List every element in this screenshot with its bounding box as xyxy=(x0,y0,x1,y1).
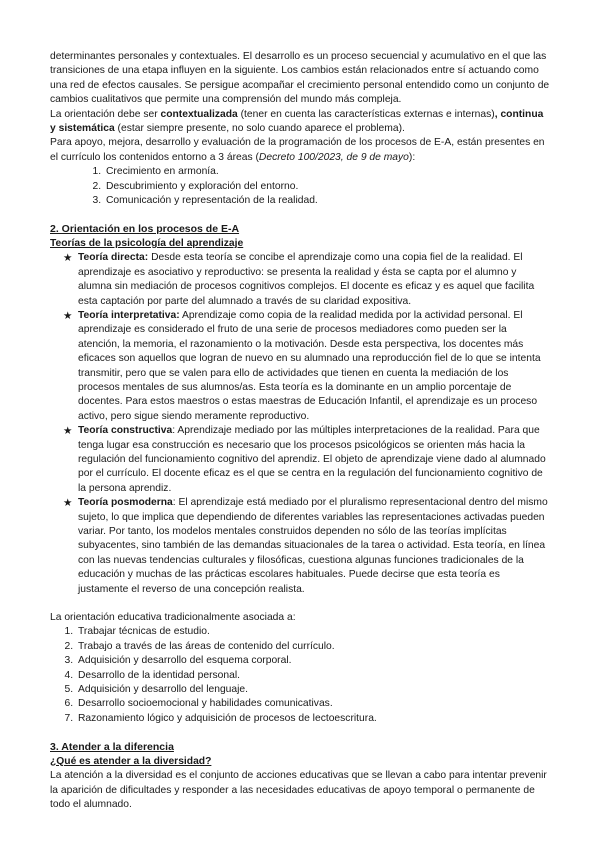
theory-description: Aprendizaje como copia de la realidad medida por la actividad personal. El aprendizaje es considerado el fruto de una serie de procesos mediadores como pueden ser la atención, la memoria, el razonamiento o la motivación. Desde esta perspectiva, los docentes más eficaces son aquellos que logran de nuevo en su alumnado una reproducción fiel de lo que se intenta transmitir, pero que se valen para ello de actividades que tienen en cuenta la mediación de los procesos mentales de sus alumnos/as. Esta teoría es la dominante en un amplio porcentaje de docentes. Para estos maestros o estas maestras de Educación Infantil, el aprendizaje es un proceso activo, pero sigue siendo meramente reproductivo. xyxy=(78,309,541,422)
section-2-subheading: Teorías de la psicología del aprendizaje xyxy=(50,237,244,249)
star-icon: ★ xyxy=(63,425,73,438)
section-2-heading: 2. Orientación en los procesos de E-A xyxy=(50,223,240,236)
document-body xyxy=(50,50,550,812)
orientation-term-continua: , continua y sistemática xyxy=(50,108,544,135)
theory-description: : El aprendizaje está mediado por el pluralismo representacional dentro del mismo sujeto, lo que implica que dependiendo de diferentes variables las representaciones activadas pueden variar. Por tanto, los modelos mentales construidos dependen no sólo de las teorías implícitas subyacentes, sino también de las demandas situacionales de la tarea o actividad. Esta teoría, en línea con las nuevas tendencias culturales y filosóficas, cuestiona algunas funciones tradicionales de la educación y muchas de las prácticas escolares habituales. Puede decirse que esta teoría es justamente el reverso de una concepción realista. xyxy=(78,497,548,595)
theory-title: Teoría constructiva xyxy=(78,425,173,437)
theory-item-interpretativa xyxy=(50,309,550,424)
orientation-text-e: (estar siempre presente, no solo cuando aparece el problema). xyxy=(114,123,405,135)
theory-description: Desde esta teoría se concibe el aprendizaje como una copia fiel de la realidad. El aprendizaje es asociativo y reproductivo: se presenta la realidad y ésta se capta por el alumno y alumna sin mediación de procesos cognitivos complejos. El docente es eficaz y es aquel que facilita esta captación por parte del alumnado a través de su claridad expositiva. xyxy=(78,252,535,307)
areas-list xyxy=(50,165,550,208)
theory-description: : Aprendizaje mediado por las múltiples interpretaciones de la realidad. Para que tenga lugar esa construcción es necesario que los procesos psicológicos se orienten más hacia la regulación del funcionamiento cognitivo del aprendiz. El objeto de aprendizaje viene dado al alumnado por el currículo. El docente eficaz es el que se centra en la regulación del funcionamiento cognitivo de la persona aprendiz. xyxy=(78,425,546,494)
orientation-list-item: 7. Razonamiento lógico y adquisición de procesos de lectoescritura. xyxy=(76,712,550,726)
theory-item-posmoderna xyxy=(50,496,550,597)
theory-title: Teoría interpretativa: xyxy=(78,309,180,321)
intro-paragraph-areas xyxy=(50,136,550,165)
star-icon: ★ xyxy=(63,497,73,510)
orientation-text-c: (tener en cuenta las características externas e internas) xyxy=(237,108,495,120)
areas-list-item: 1. Crecimiento en armonía. xyxy=(104,165,550,179)
theory-item-directa xyxy=(50,251,550,309)
intro-paragraph-orientation xyxy=(50,108,550,137)
orientation-text-a: La orientación debe ser xyxy=(50,108,161,120)
section-3-heading: 3. Atender a la diferencia xyxy=(50,741,174,754)
orientation-list-item: 6. Desarrollo socioemocional y habilidades comunicativas. xyxy=(76,697,550,711)
theory-title: Teoría directa: xyxy=(78,252,149,264)
orientation-list xyxy=(50,625,550,726)
orientation-list-item: 5. Adquisición y desarrollo del lenguaje. xyxy=(76,683,550,697)
areas-list-item: 2. Descubrimiento y exploración del entorno. xyxy=(104,180,550,194)
section-3-subheading: ¿Qué es atender a la diversidad? xyxy=(50,755,212,767)
orientation-list-item: 2. Trabajo a través de las áreas de contenido del currículo. xyxy=(76,640,550,654)
decree-reference: Decreto 100/2023, de 9 de mayo xyxy=(258,151,409,163)
areas-text-c: ): xyxy=(408,151,416,163)
orientation-intro: La orientación educativa tradicionalmente asociada a: xyxy=(50,612,296,624)
orientation-list-item: 3. Adquisición y desarrollo del esquema corporal. xyxy=(76,654,550,668)
intro-paragraph-development: determinantes personales y contextuales. El desarrollo es un proceso secuencial y acumulativo en el que las transiciones de una etapa influyen en la siguiente. Los cambios están relacionados entre sí actuando como una red de efectos causales. Se persigue acompañar el crecimiento personal entendido como un conjunto de cambios cualitativos que permite una comprensión del mundo más compleja. xyxy=(50,51,550,106)
areas-text-a: Para apoyo, mejora, desarrollo y evaluación de la programación de los procesos de E-A, están presentes en el currículo los contenidos entorno a 3 áreas ( xyxy=(50,137,545,163)
orientation-list-item: 1. Trabajar técnicas de estudio. xyxy=(76,625,550,639)
star-icon: ★ xyxy=(63,309,73,322)
star-icon: ★ xyxy=(63,252,73,265)
orientation-list-item: 4. Desarrollo de la identidad personal. xyxy=(76,669,550,683)
orientation-term-contextualizada: contextualizada xyxy=(160,108,238,120)
areas-list-item: 3. Comunicación y representación de la realidad. xyxy=(104,194,550,208)
section-3-paragraph: La atención a la diversidad es el conjunto de acciones educativas que se llevan a cabo para intentar prevenir la aparición de dificultades y responder a las necesidades educativas de apoyo temporal o permanente de todo el alumnado. xyxy=(50,770,547,810)
theory-item-constructiva xyxy=(50,424,550,496)
theory-title: Teoría posmoderna xyxy=(78,497,173,509)
theories-list xyxy=(50,251,550,597)
